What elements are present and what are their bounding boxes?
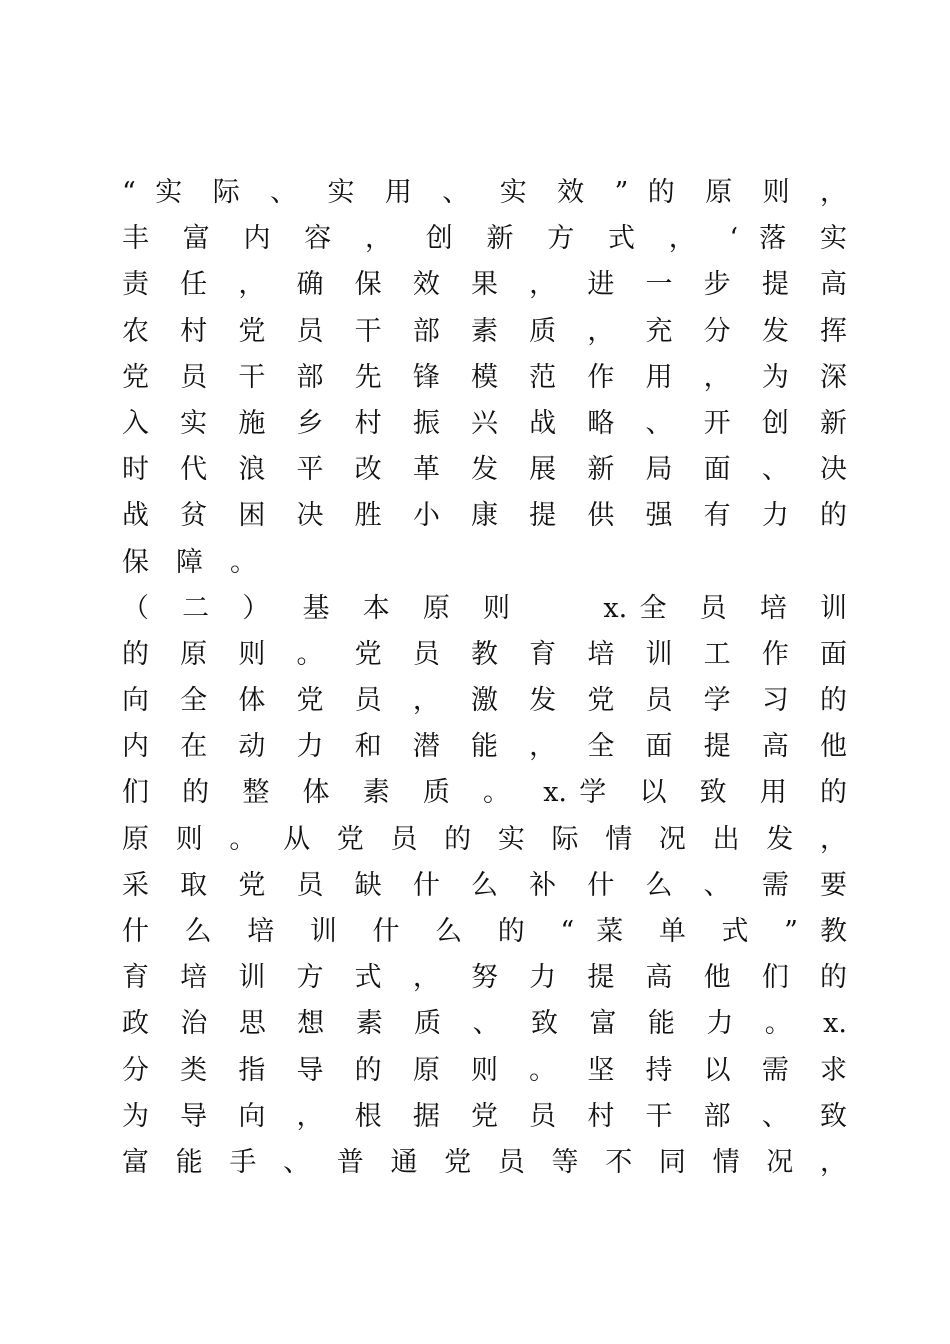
text-line: 什 么 培 训 什 么 的 “ 菜 单 式 ” 教 [122, 916, 847, 947]
text-line: 采 取 党 员 缺 什 么 补 什 么 、 需 要 [122, 869, 847, 901]
body-text [122, 170, 847, 1186]
text-line: 们 的 整 体 素 质 。 x.学 以 致 用 的 [122, 777, 847, 809]
text-line: 战 贫 困 决 胜 小 康 提 供 强 有 力 的 [122, 500, 847, 532]
text-line: 保障。 [122, 546, 284, 578]
text-line: “ 实 际 、 实 用 、 实 效 ” 的 原 则 ， [122, 177, 847, 208]
text-line: 分 类 指 导 的 原 则 。 坚 持 以 需 求 [122, 1054, 847, 1086]
text-line: 原 则 。 从 党 员 的 实 际 情 况 出 发 ， [122, 823, 847, 855]
text-line: 育 培 训 方 式 ， 努 力 提 高 他 们 的 [122, 962, 847, 994]
text-line: （ 二 ） 基 本 原 则 x.全 员 培 训 [122, 592, 847, 624]
text-line: 入 实 施 乡 村 振 兴 战 略 、 开 创 新 [122, 407, 847, 439]
text-line: 政 治 思 想 素 质 、 致 富 能 力 。 x. [122, 1008, 847, 1040]
text-line: 富 能 手 、 普 通 党 员 等 不 同 情 况 ， [122, 1146, 847, 1178]
text-line: 农 村 党 员 干 部 素 质 ， 充 分 发 挥 [122, 315, 847, 347]
text-line: 责 任 ， 确 保 效 果 ， 进 一 步 提 高 [122, 269, 847, 301]
text-line: 为 导 向 ， 根 据 党 员 村 干 部 、 致 [122, 1100, 847, 1132]
text-line: 内 在 动 力 和 潜 能 ， 全 面 提 高 他 [122, 731, 847, 763]
text-line: 的 原 则 。 党 员 教 育 培 训 工 作 面 [122, 638, 847, 670]
text-line: 丰 富 内 容 ， 创 新 方 式 ， ‘ 落 实 [122, 223, 847, 255]
text-line: 向 全 体 党 员 ， 激 发 党 员 学 习 的 [122, 685, 847, 717]
text-line: 党 员 干 部 先 锋 模 范 作 用 ， 为 深 [122, 361, 847, 393]
text-line: 时 代 浪 平 改 革 发 展 新 局 面 、 决 [122, 454, 847, 486]
